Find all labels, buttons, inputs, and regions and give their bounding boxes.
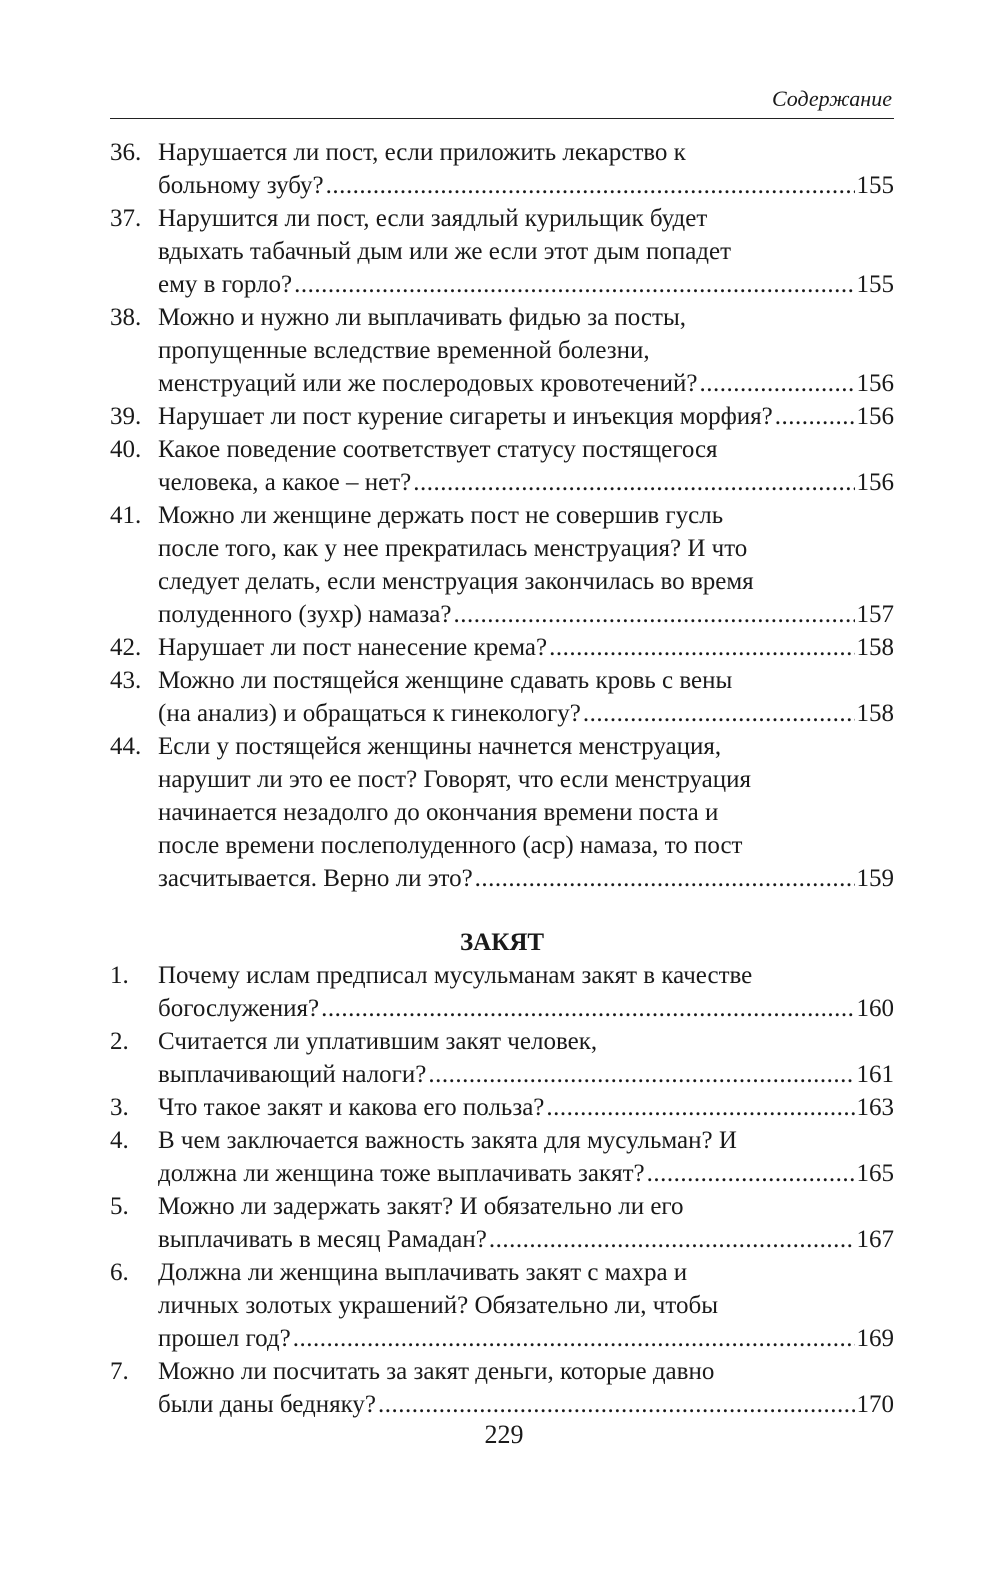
toc-entry-text-line: Какое поведение соответствует статусу постящегося [158,436,718,463]
toc-group-zakat [110,959,894,1421]
dot-leader [647,1157,855,1190]
toc-entry-number: 1. [110,962,129,989]
toc-entry [110,202,894,301]
toc-entry-last-line [158,400,894,433]
toc-entry-last-line [158,1091,894,1124]
toc-entry-last-line [158,1157,894,1190]
toc-entry-number: 37. [110,205,142,232]
toc-entry-text-line: нарушит ли это ее пост? Говорят, что если менструация [158,766,752,793]
dot-leader [489,1223,855,1256]
toc-entry-text-line: ему в горло? [158,271,293,298]
toc-entry-text-line: Нарушает ли пост курение сигареты и инъекция морфия? [158,403,773,430]
dot-leader [583,697,855,730]
toc-entry-text-line: после времени послеполуденного (аср) намаза, то пост [158,832,743,859]
toc-entry-page: 157 [856,601,894,628]
toc-entry-number: 42. [110,634,142,661]
dot-leader [453,598,854,631]
toc-entry-text-line: богослужения? [158,995,320,1022]
dot-leader [475,862,855,895]
toc-entry-number: 6. [110,1259,129,1286]
toc-entry-text-line: Если у постящейся женщины начнется менструация, [158,733,722,760]
toc-entry-page: 169 [856,1325,894,1352]
toc-entry-text-line: должна ли женщина тоже выплачивать закят? [158,1160,645,1187]
toc-entry-last-line [158,1058,894,1091]
toc-entry [110,400,894,433]
toc-entry-text-line: Можно и нужно ли выплачивать фидью за посты, [158,304,686,331]
toc-entry-page: 161 [856,1061,894,1088]
toc-entry-page: 165 [856,1160,894,1187]
toc-entry-page: 158 [856,700,894,727]
toc-entry-text-line: прошел год? [158,1325,291,1352]
dot-leader [700,367,855,400]
toc-entry [110,1190,894,1256]
toc-entry-text-line: больному зубу? [158,172,324,199]
toc-entry-number: 44. [110,733,142,760]
toc-entry-page: 163 [856,1094,894,1121]
toc-entry-body [158,301,894,400]
toc-entry-page: 156 [856,370,894,397]
toc-entry [110,1124,894,1190]
dot-leader [775,400,855,433]
toc-entry-text-line: Можно ли посчитать за закят деньги, которые давно [158,1358,715,1385]
dot-leader [294,268,854,301]
toc-entry [110,136,894,202]
toc-entry-text-line: Нарушается ли пост, если приложить лекарство к [158,139,686,166]
toc-entry-number: 40. [110,436,142,463]
toc-entry-body [158,959,894,1025]
toc-entry-number: 41. [110,502,142,529]
toc-entry-body [158,1091,894,1124]
toc-entry [110,1091,894,1124]
table-of-contents [110,136,894,1421]
toc-entry-text-line: Нарушает ли пост нанесение крема? [158,634,548,661]
toc-entry-text-line: Можно ли задержать закят? И обязательно ли его [158,1193,684,1220]
toc-entry-page: 167 [856,1226,894,1253]
toc-entry [110,631,894,664]
toc-entry-number: 38. [110,304,142,331]
running-header-title: Содержание [771,86,892,111]
toc-entry-number: 43. [110,667,142,694]
dot-leader [321,992,854,1025]
toc-entry-text-line: личных золотых украшений? Обязательно ли, чтобы [158,1292,718,1319]
dot-leader [428,1058,854,1091]
toc-entry-number: 3. [110,1094,129,1121]
toc-entry-text-line: Можно ли постящейся женщине сдавать кровь с вены [158,667,733,694]
toc-entry-text-line: Что такое закят и какова его польза? [158,1094,545,1121]
toc-entry-number: 36. [110,139,142,166]
toc-entry-text-line: Нарушится ли пост, если заядлый курильщик будет [158,205,708,232]
toc-entry-body [158,664,894,730]
toc-entry [110,499,894,631]
toc-entry-last-line [158,862,894,895]
toc-entry-last-line [158,697,894,730]
toc-entry-last-line [158,466,894,499]
toc-entry-body [158,1025,894,1091]
toc-entry-text-line: выплачивать в месяц Рамадан? [158,1226,487,1253]
toc-entry-text-line: полуденного (зухр) намаза? [158,601,452,628]
toc-entry-body [158,730,894,895]
toc-entry-text-line: следует делать, если менструация закончилась во время [158,568,754,595]
dot-leader [413,466,854,499]
toc-entry-body [158,400,894,433]
toc-entry [110,730,894,895]
toc-entry-text-line: Можно ли женщине держать пост не совершив гусль [158,502,724,529]
toc-entry-last-line [158,367,894,400]
dot-leader [326,169,855,202]
toc-entry-text-line: менструаций или же послеродовых кровотечений? [158,370,698,397]
toc-group-fasting [110,136,894,895]
toc-entry-page: 170 [856,1391,894,1418]
toc-entry [110,1025,894,1091]
toc-entry-last-line [158,1223,894,1256]
toc-entry-text-line: Должна ли женщина выплачивать закят с махра и [158,1259,688,1286]
toc-entry-last-line [158,1322,894,1355]
toc-entry-page: 158 [856,634,894,661]
toc-entry-body [158,433,894,499]
toc-entry-last-line [158,992,894,1025]
toc-entry-last-line [158,631,894,664]
toc-entry-page: 160 [856,995,894,1022]
toc-entry-page: 155 [856,271,894,298]
dot-leader [546,1091,854,1124]
toc-entry-text-line: выплачивающий налоги? [158,1061,427,1088]
toc-entry-body [158,202,894,301]
toc-entry-text-line: пропущенные вследствие временной болезни, [158,337,650,364]
toc-entry-body [158,1355,894,1421]
toc-entry-body [158,136,894,202]
toc-entry-text-line: Почему ислам предписал мусульманам закят в качестве [158,962,753,989]
toc-entry [110,433,894,499]
toc-entry-text-line: Считается ли уплатившим закят человек, [158,1028,598,1055]
toc-entry-last-line [158,268,894,301]
toc-entry-text-line: засчитывается. Верно ли это? [158,865,473,892]
toc-entry [110,1256,894,1355]
toc-entry [110,664,894,730]
toc-entry-number: 7. [110,1358,129,1385]
toc-entry-page: 159 [856,865,894,892]
toc-entry-text-line: человека, а какое – нет? [158,469,412,496]
toc-entry-last-line [158,598,894,631]
toc-entry [110,301,894,400]
toc-entry-last-line [158,169,894,202]
toc-entry-body [158,1256,894,1355]
toc-entry-text-line: В чем заключается важность закята для мусульман? И [158,1127,737,1154]
toc-entry [110,959,894,1025]
toc-entry-body [158,631,894,664]
dot-leader [549,631,854,664]
toc-entry-text-line: начинается незадолго до окончания времени поста и [158,799,719,826]
toc-entry-number: 5. [110,1193,129,1220]
toc-entry-number: 2. [110,1028,129,1055]
toc-entry-body [158,499,894,631]
toc-entry-text-line: (на анализ) и обращаться к гинекологу? [158,700,581,727]
dot-leader [293,1322,855,1355]
toc-entry-text-line: были даны бедняку? [158,1391,377,1418]
toc-entry-body [158,1190,894,1256]
toc-entry-body [158,1124,894,1190]
toc-entry-page: 156 [856,403,894,430]
section-title: ЗАКЯТ [459,929,545,956]
toc-entry-page: 156 [856,469,894,496]
toc-entry-number: 4. [110,1127,129,1154]
running-header [110,84,894,119]
toc-entry-text-line: после того, как у нее прекратилась менструация? И что [158,535,748,562]
toc-entry-last-line [158,1388,894,1421]
toc-entry [110,1355,894,1421]
dot-leader [378,1388,854,1421]
toc-entry-text-line: вдыхать табачный дым или же если этот дым попадет [158,238,732,265]
page-number: 229 [484,1420,524,1449]
toc-entry-page: 155 [856,172,894,199]
toc-entry-number: 39. [110,403,142,430]
